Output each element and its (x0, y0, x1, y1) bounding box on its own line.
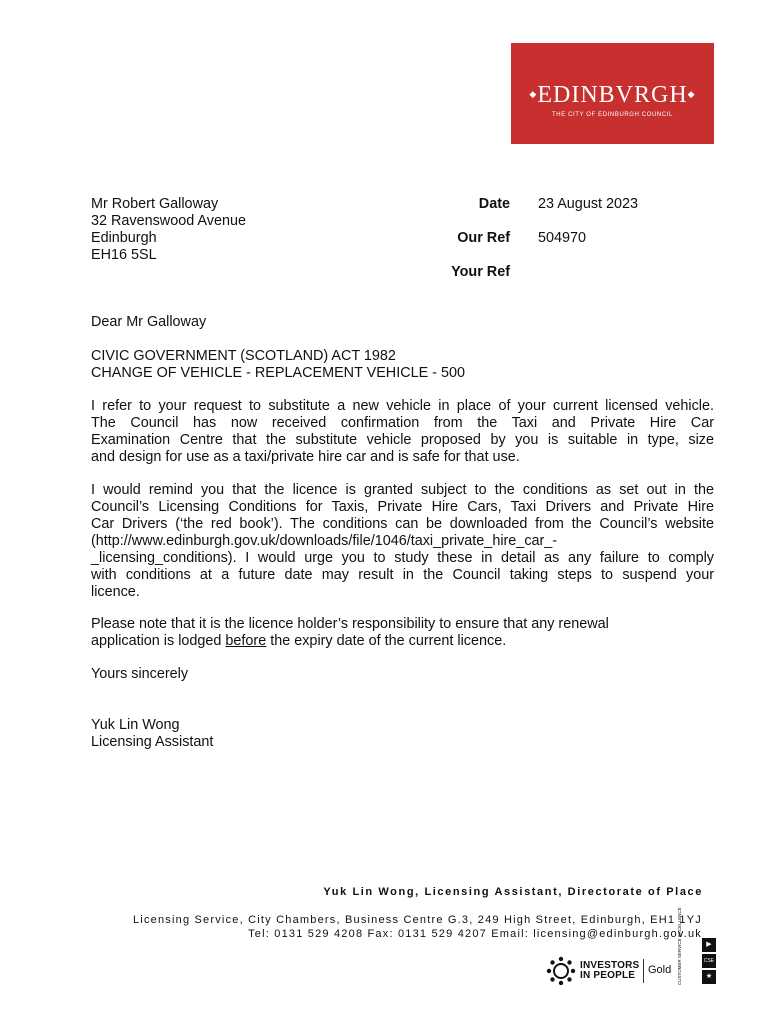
diamond-icon: ◆ (687, 89, 696, 100)
closing: Yours sincerely (91, 666, 189, 682)
signatory-title: Licensing Assistant (91, 734, 214, 750)
iip-line-1: INVESTORS (580, 960, 640, 971)
emphasis-before: before (225, 633, 267, 649)
accreditation-badges (546, 907, 716, 987)
body-paragraph-3: Please note that it is the licence holder’s responsibility to ensure that any renewal application is lodged before the expiry date of the current licence. (91, 616, 609, 649)
date-label: Date (478, 196, 510, 212)
star-icon: ★ (702, 970, 716, 984)
your-ref-label: Your Ref (451, 264, 510, 280)
recipient-name: Mr Robert Galloway (91, 196, 219, 212)
iip-line-2: IN PEOPLE (580, 970, 636, 981)
our-ref-value: 504970 (538, 230, 587, 246)
footer-contact-line: Tel: 0131 529 4208 Fax: 0131 529 4207 Email: licensing@edinburgh.gov.uk (248, 928, 702, 940)
footer-address: Licensing Service, City Chambers, Business Centre G.3, 249 High Street, Edinburgh, EH1 1YJ (132, 914, 702, 926)
cse-mark: CSE (702, 954, 716, 968)
date-value: 23 August 2023 (538, 196, 639, 212)
recipient-city: Edinburgh (91, 230, 157, 246)
divider (643, 959, 644, 983)
subject-line-1: CIVIC GOVERNMENT (SCOTLAND) ACT 1982 (91, 348, 396, 364)
cse-text: CUSTOMER SERVICE EXCELLENCE (677, 907, 682, 985)
body-paragraph-2: I would remind you that the licence is granted subject to the conditions as set out in the Council’s Licensing Conditions for Taxis, Private Hire Cars, Taxi Drivers and Private Hire Car Drivers (‘the red book’). The conditions can be downloaded from the Council’s website (http://www.edinburgh.gov.uk/downloads/file/1046/taxi_private_hire_car_- _licensing_conditions). I would urge you to study these in detail as any failure to comply with conditions at a future date may result in the Council taking steps to suspend your licence. (91, 482, 714, 600)
footer-address-block (133, 913, 702, 941)
diamond-icon: ◆ (529, 89, 538, 100)
our-ref-label: Our Ref (457, 230, 510, 246)
signatory-name: Yuk Lin Wong (91, 717, 180, 733)
cse-badge (702, 938, 716, 986)
council-logo (511, 43, 714, 144)
logo-subtitle: THE CITY OF EDINBURGH COUNCIL (552, 112, 673, 118)
salutation: Dear Mr Galloway (91, 314, 207, 330)
iip-level: Gold (648, 964, 672, 976)
footer-contact-name: Yuk Lin Wong, Licensing Assistant, Directorate of Place (323, 886, 703, 898)
subject-line-2: CHANGE OF VEHICLE - REPLACEMENT VEHICLE - 500 (91, 365, 465, 381)
body-paragraph-1: I refer to your request to substitute a new vehicle in place of your current licensed vehicle. The Council has now received confirmation from the Taxi and Private Hire Car Examination Centre that the substitute vehicle proposed by you is suitable in type, size and design for use as a taxi/private hire car and is safe for that use. (91, 398, 714, 465)
recipient-street: 32 Ravenswood Avenue (91, 213, 246, 229)
investors-in-people-icon (546, 956, 576, 986)
play-icon: ▶ (702, 938, 716, 952)
logo-wordmark: EDINBVRGH (537, 82, 688, 108)
recipient-postcode: EH16 5SL (91, 247, 157, 263)
